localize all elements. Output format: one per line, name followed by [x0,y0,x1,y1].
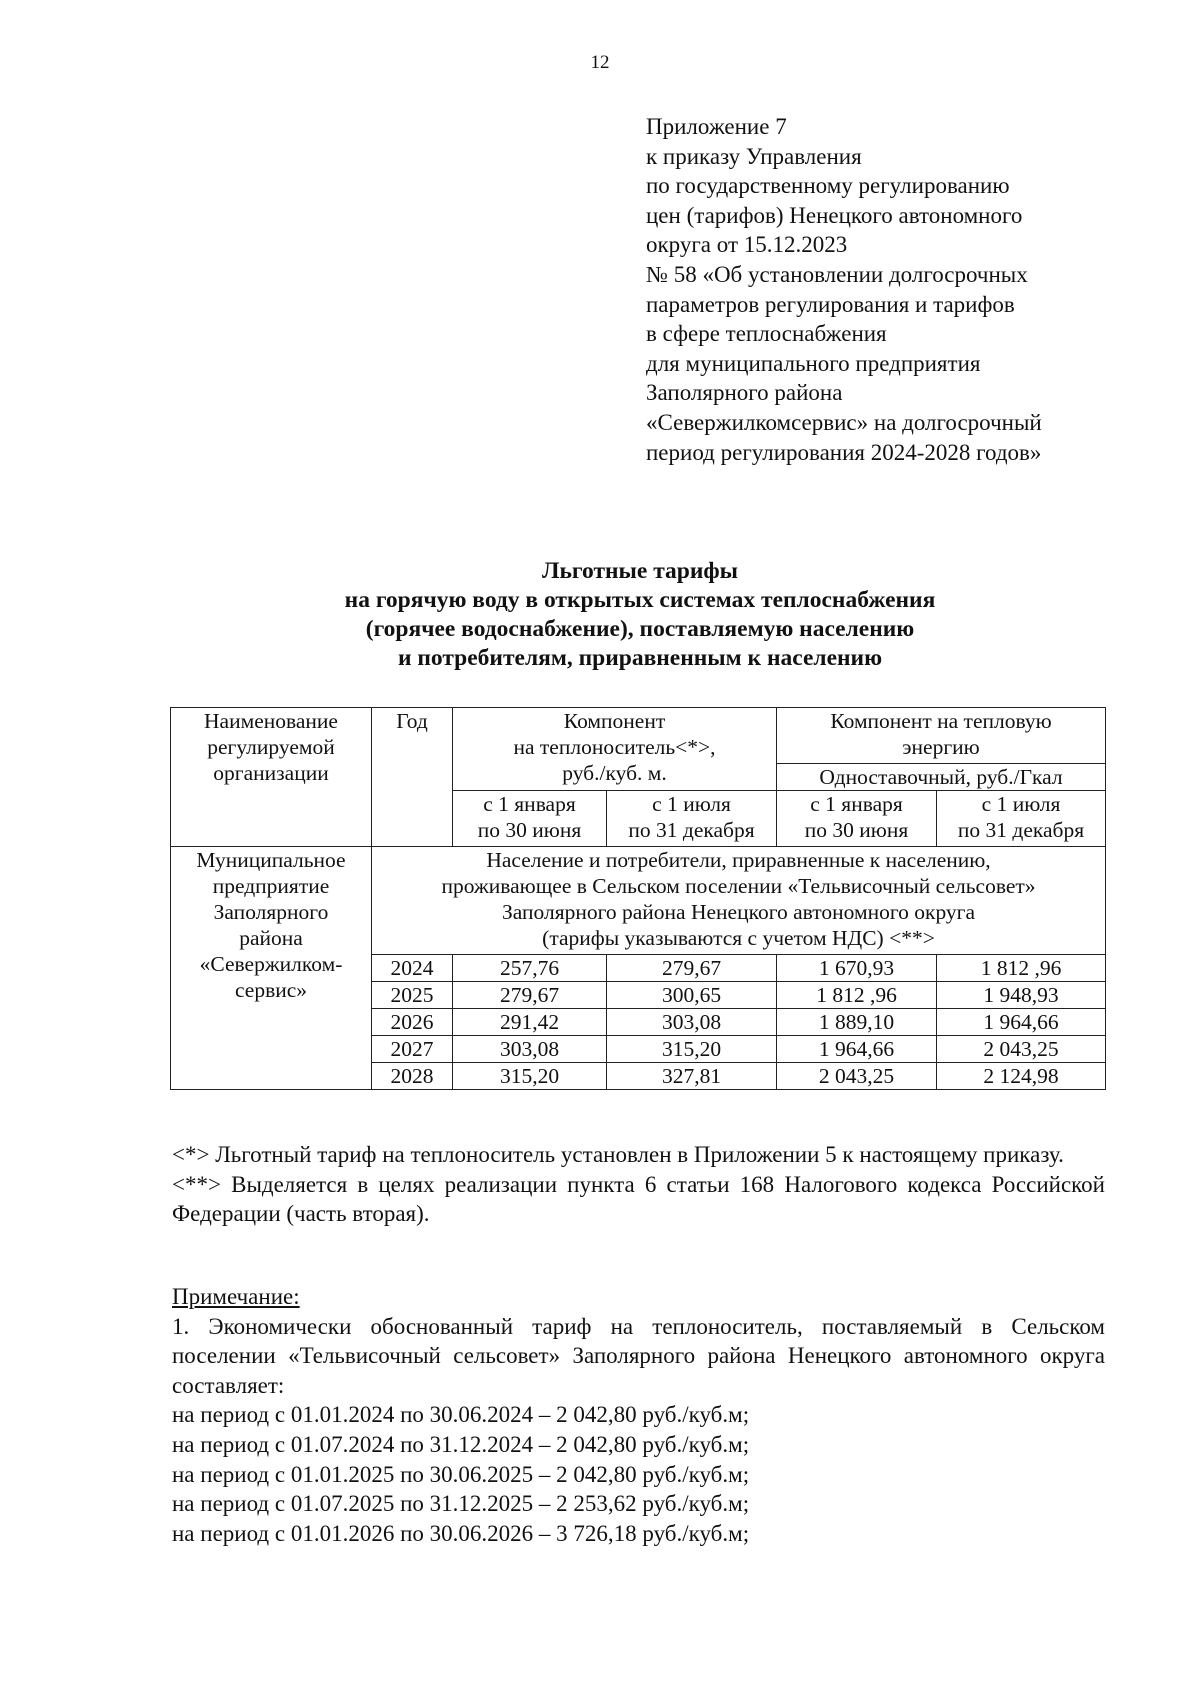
header-energy-jul-dec: с 1 июля по 31 декабря [937,791,1106,847]
appendix-line: период регулирования 2024-2028 годов» [646,439,1042,465]
cell-energy-jul-dec: 1 812 ,96 [937,955,1106,982]
cell-carrier-jul-dec: 315,20 [607,1036,777,1063]
footnote-double-star: <**> Выделяется в целях реализации пункта 6 статьи 168 Налогового кодекса Российской Федерации (часть вторая). [172,1171,1105,1227]
cell-carrier-jul-dec: 303,08 [607,1009,777,1036]
cell-carrier-jul-dec: 279,67 [607,955,777,982]
cell-carrier-jan-jun: 291,42 [453,1009,607,1036]
organization-name: Муниципальное предприятие Заполярного района «Севержилком- сервис» [171,847,372,1090]
cell-carrier-jan-jun: 315,20 [453,1063,607,1090]
appendix-line: «Севержилкомсервис» на долгосрочный [646,409,1042,435]
remark-item-1: 1. Экономически обоснованный тариф на теплоноситель, поставляемый в Сельском поселении «Тельвисочный сельсовет» Заполярного района Ненецкого автономного округа составляет: [172,1313,1105,1398]
document-title [0,557,1200,673]
page-number: 12 [590,52,610,73]
footnotes [172,1140,1105,1229]
cell-carrier-jul-dec: 300,65 [607,982,777,1009]
appendix-line: к приказу Управления [646,143,862,169]
cell-year: 2028 [372,1063,453,1090]
header-single-rate: Одноставочный, руб./Гкал [777,764,1106,791]
remark-section [172,1282,1105,1548]
population-note: Население и потребители, приравненные к населению, проживающее в Сельском поселении «Тельвисочный сельсовет» Заполярного района Ненецкого автономного округа (тарифы указываются с учетом НДС) <**> [372,847,1106,955]
header-carrier-jul-dec: с 1 июля по 31 декабря [607,791,777,847]
tariff-table [170,707,1106,1090]
cell-carrier-jan-jun: 279,67 [453,982,607,1009]
cell-energy-jul-dec: 2 043,25 [937,1036,1106,1063]
remark-period: на период с 01.01.2024 по 30.06.2024 – 2 042,80 руб./куб.м; [172,1402,750,1428]
remark-period: на период с 01.01.2026 по 30.06.2026 – 3 726,18 руб./куб.м; [172,1520,750,1546]
cell-energy-jan-jun: 1 964,66 [777,1036,937,1063]
remark-heading: Примечание: [172,1284,300,1309]
appendix-line: Приложение 7 [646,114,787,139]
cell-carrier-jan-jun: 257,76 [453,955,607,982]
appendix-line: Заполярного района [646,380,843,406]
cell-energy-jul-dec: 2 124,98 [937,1063,1106,1090]
cell-carrier-jul-dec: 327,81 [607,1063,777,1090]
cell-energy-jan-jun: 1 889,10 [777,1009,937,1036]
title-line: (горячее водоснабжение), поставляемую населению [365,616,915,642]
remark-period: на период с 01.07.2025 по 31.12.2025 – 2 253,62 руб./куб.м; [172,1491,750,1517]
cell-energy-jan-jun: 1 812 ,96 [777,982,937,1009]
remark-period: на период с 01.01.2025 по 30.06.2025 – 2 042,80 руб./куб.м; [172,1461,750,1487]
appendix-line: округа от 15.12.2023 [646,232,848,258]
appendix-reference [646,112,1166,467]
footnote-single-star: <*> Льготный тариф на теплоноситель установлен в Приложении 5 к настоящему приказу. [172,1142,1064,1167]
cell-carrier-jan-jun: 303,08 [453,1036,607,1063]
cell-year: 2024 [372,955,453,982]
header-heat-energy: Компонент на тепловую энергию [777,708,1106,764]
appendix-line: цен (тарифов) Ненецкого автономного [646,202,1023,228]
remark-period: на период с 01.07.2024 по 31.12.2024 – 2 042,80 руб./куб.м; [172,1431,750,1457]
appendix-line: по государственному регулированию [646,173,1010,199]
title-line: Льготные тарифы [542,558,738,584]
appendix-line: для муниципального предприятия [646,350,981,376]
title-line: на горячую воду в открытых системах теплоснабжения [344,587,936,613]
cell-energy-jul-dec: 1 948,93 [937,982,1106,1009]
cell-year: 2027 [372,1036,453,1063]
header-carrier-jan-jun: с 1 января по 30 июня [453,791,607,847]
header-year: Год [372,708,453,847]
appendix-line: в сфере теплоснабжения [646,321,887,347]
appendix-line: № 58 «Об установлении долгосрочных [646,261,1028,287]
header-organization: Наименование регулируемой организации [171,708,372,847]
appendix-line: параметров регулирования и тарифов [646,291,1015,317]
cell-year: 2026 [372,1009,453,1036]
cell-year: 2025 [372,982,453,1009]
cell-energy-jul-dec: 1 964,66 [937,1009,1106,1036]
cell-energy-jan-jun: 2 043,25 [777,1063,937,1090]
header-heat-carrier: Компонент на теплоноситель<*>, руб./куб. м. [453,708,777,791]
cell-energy-jan-jun: 1 670,93 [777,955,937,982]
header-energy-jan-jun: с 1 января по 30 июня [777,791,937,847]
title-line: и потребителям, приравненным к населению [397,645,883,671]
